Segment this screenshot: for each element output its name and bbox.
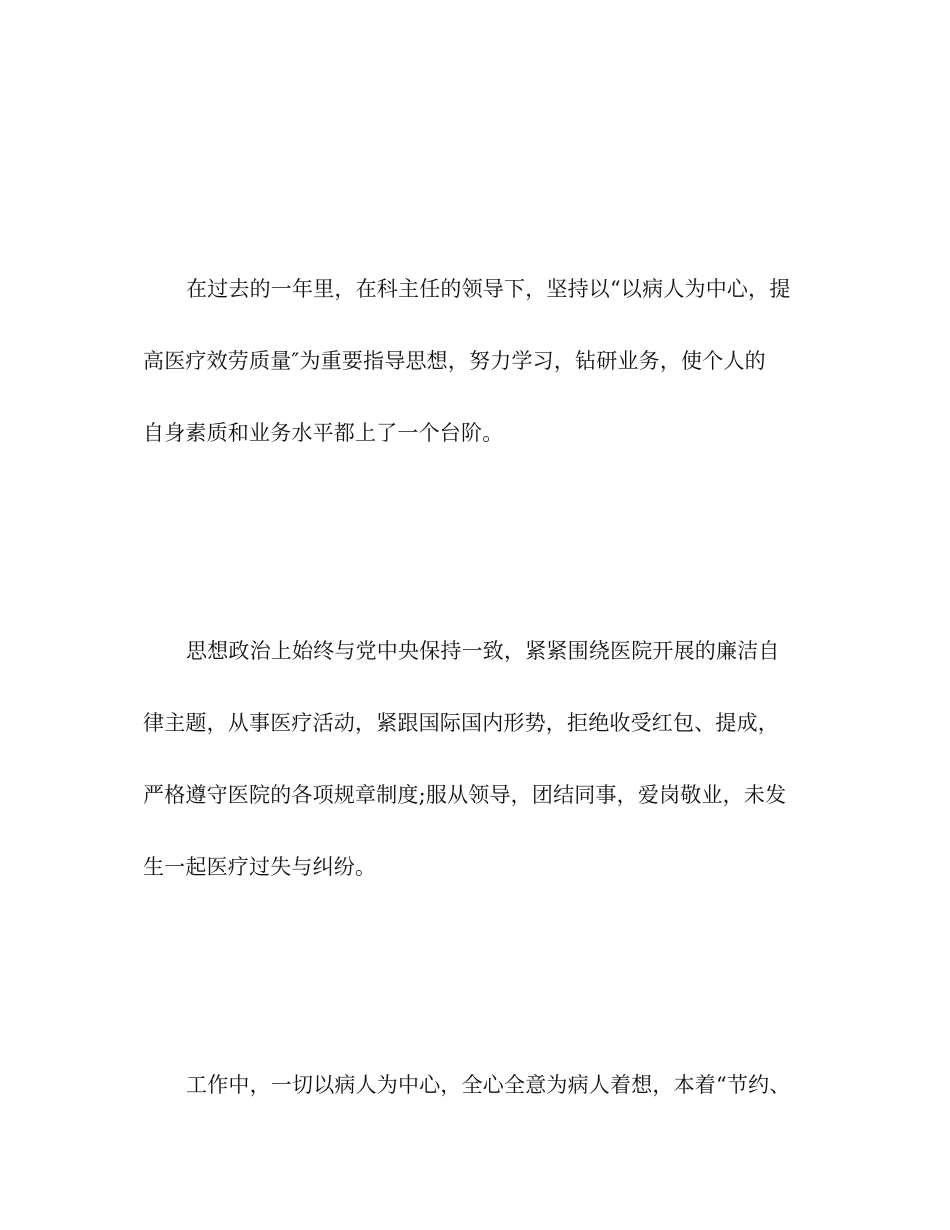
paragraph-line: 思想政治上始终与党中央保持一致，紧紧围绕医院开展的廉洁自	[186, 639, 780, 663]
paragraph-line: 在过去的一年里，在科主任的领导下，坚持以“以病人为中心，提	[186, 277, 791, 301]
paragraph-line: 高医疗效劳质量″为重要指导思想，努力学习，钻研业务，使个人的	[143, 349, 766, 373]
paragraph-line: 律主题，从事医疗活动，紧跟国际国内形势，拒绝收受红包、提成，	[143, 711, 779, 735]
paragraph-line: 工作中，一切以病人为中心，全心全意为病人着想，本着“节约、	[186, 1073, 791, 1097]
paragraph-line: 自身素质和业务水平都上了一个台阶。	[143, 421, 504, 445]
paragraph-line: 生一起医疗过失与纠纷。	[143, 855, 377, 879]
paragraph-line: 严格遵守医院的各项规章制度;服从领导，团结同事，爱岗敬业，未发	[143, 783, 787, 807]
